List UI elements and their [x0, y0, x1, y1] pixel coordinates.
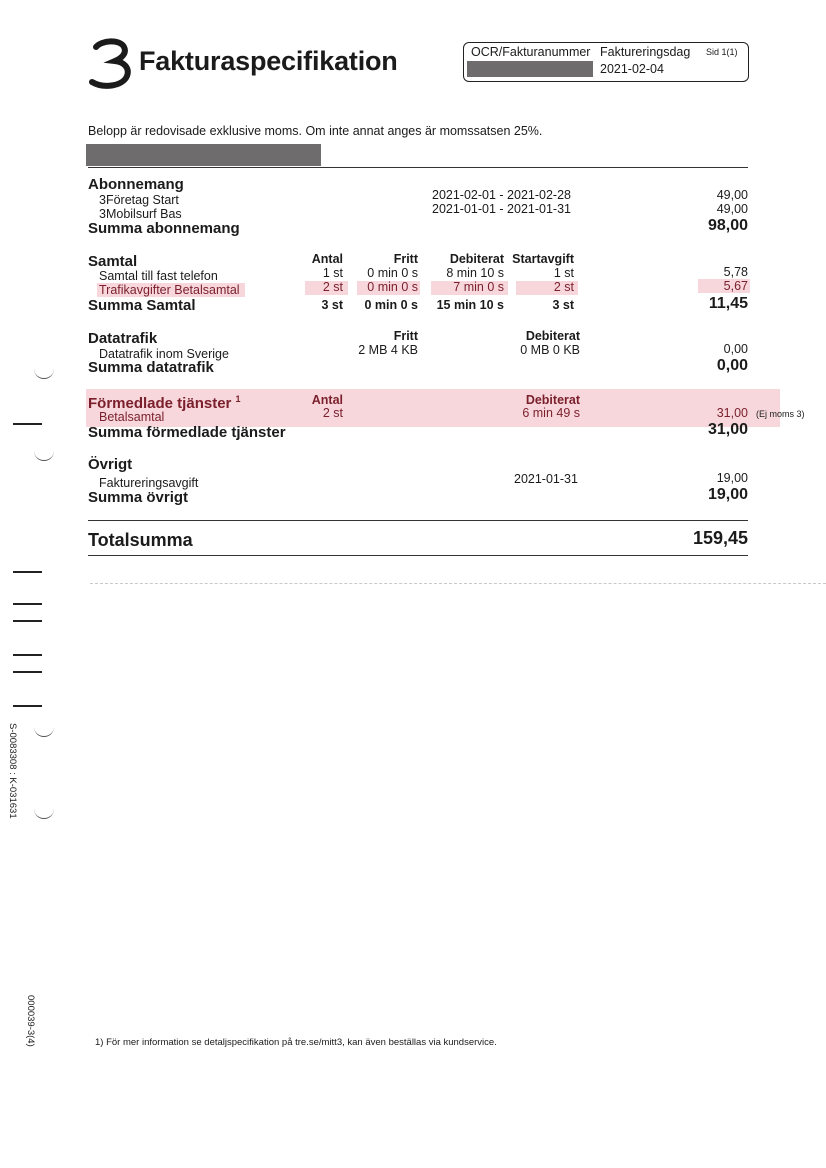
list-item-amount: 31,00: [716, 406, 748, 420]
list-item-antal: 2 st: [322, 280, 343, 294]
sum-fritt: 0 min 0 s: [364, 298, 418, 312]
binder-mark: [13, 654, 42, 656]
punch-hole-mark: [34, 450, 54, 461]
sum-label-formedlade: Summa förmedlade tjänster: [88, 424, 286, 441]
section-heading-abonnemang: Abonnemang: [88, 176, 184, 193]
list-item-debiterat: 0 MB 0 KB: [520, 343, 580, 357]
sum-value-ovrigt: 19,00: [707, 486, 748, 503]
binder-mark: [13, 603, 42, 605]
section-heading-formedlade: Förmedlade tjänster $^1$: [88, 394, 241, 412]
col-header-fritt: Fritt: [393, 329, 418, 343]
sum-label-datatrafik: Summa datatrafik: [88, 359, 214, 376]
list-item-name: 3Mobilsurf Bas: [99, 207, 182, 221]
binder-mark: [13, 620, 42, 622]
col-header-antal: Antal: [311, 393, 343, 407]
sum-value-formedlade: 31,00: [707, 421, 748, 438]
list-item-amount: 49,00: [716, 188, 748, 202]
section-heading-ovrigt: Övrigt: [88, 456, 133, 473]
col-header-debiterat: Debiterat: [525, 329, 580, 343]
invoice-date: 2021-02-04: [600, 62, 664, 76]
list-item-name: Trafikavgifter Betalsamtal: [99, 283, 240, 297]
list-item-amount: 19,00: [716, 471, 748, 485]
sum-label-ovrigt: Summa övrigt: [88, 489, 189, 506]
list-item-period: 2021-02-01 - 2021-02-28: [432, 188, 571, 202]
list-item-startavgift: 2 st: [553, 280, 574, 294]
list-item-name: Faktureringsavgift: [99, 476, 199, 490]
col-header-debiterat: Debiterat: [449, 252, 504, 266]
list-item-period: 2021-01-01 - 2021-01-31: [432, 202, 571, 216]
list-item-antal: 1 st: [322, 266, 343, 280]
list-item-name: Betalsamtal: [99, 410, 165, 424]
sum-startavgift: 3 st: [552, 298, 574, 312]
punch-hole-mark: [34, 808, 54, 819]
binder-mark: [13, 705, 42, 707]
binder-mark: [13, 671, 42, 673]
sum-debiterat: 15 min 10 s: [436, 298, 504, 312]
three-logo-icon: [86, 38, 134, 90]
list-item-debiterat: 6 min 49 s: [522, 406, 580, 420]
footnote-marker: 1: [235, 394, 241, 404]
col-header-fritt: Fritt: [393, 252, 418, 266]
sum-antal: 3 st: [321, 298, 343, 312]
punch-hole-mark: [34, 726, 54, 737]
footnote: 1) För mer information se detaljspecifikation på tre.se/mitt3, kan även beställas via kundservice.: [95, 1037, 497, 1048]
col-header-startavgift: Startavgift: [512, 252, 574, 266]
list-item-name: Datatrafik inom Sverige: [99, 347, 229, 361]
list-item-debiterat: 7 min 0 s: [453, 280, 504, 294]
margin-code: 000039-3(4): [25, 995, 36, 1047]
list-item-name: Samtal till fast telefon: [99, 269, 218, 283]
section-heading-datatrafik: Datatrafik: [88, 330, 158, 347]
list-item-fritt: 0 min 0 s: [367, 280, 418, 294]
list-item-amount: 0,00: [723, 342, 748, 356]
list-item-debiterat: 8 min 10 s: [446, 266, 504, 280]
page-title: Fakturaspecifikation: [139, 46, 398, 76]
ocr-label: OCR/Fakturanummer: [471, 45, 591, 59]
vat-exempt-note: (Ej moms 3): [756, 409, 805, 419]
divider: [88, 555, 748, 556]
vat-note: Belopp är redovisade exklusive moms. Om inte annat anges är momssatsen 25%.: [88, 124, 543, 138]
sum-value-samtal: 11,45: [708, 295, 748, 312]
sum-label-samtal: Summa Samtal: [88, 297, 196, 314]
redacted-customer-info: [86, 144, 321, 166]
divider: [88, 520, 748, 521]
sum-value-abonnemang: 98,00: [707, 217, 748, 234]
list-item-amount: 5,67: [723, 279, 748, 293]
page-label: Sid 1(1): [706, 47, 738, 57]
list-item-name: 3Företag Start: [99, 193, 179, 207]
margin-code: S-0083308 : K-031631: [7, 723, 18, 819]
redacted-ocr-number: [467, 61, 593, 77]
list-item-date: 2021-01-31: [514, 472, 578, 486]
col-header-antal: Antal: [311, 252, 343, 266]
punch-hole-mark: [34, 368, 54, 379]
list-item-startavgift: 1 st: [553, 266, 574, 280]
binder-mark: [13, 571, 42, 573]
divider: [88, 167, 748, 168]
list-item-fritt: 2 MB 4 KB: [358, 343, 418, 357]
list-item-amount: 5,78: [723, 265, 748, 279]
fold-line: [90, 583, 826, 584]
sum-value-datatrafik: 0,00: [716, 357, 748, 374]
sum-label-abonnemang: Summa abonnemang: [88, 220, 240, 237]
list-item-antal: 2 st: [322, 406, 343, 420]
total-value: 159,45: [692, 528, 748, 548]
section-heading-samtal: Samtal: [88, 253, 138, 270]
date-label: Faktureringsdag: [600, 45, 691, 59]
total-label: Totalsumma: [88, 530, 193, 550]
col-header-debiterat: Debiterat: [525, 393, 580, 407]
list-item-fritt: 0 min 0 s: [367, 266, 418, 280]
binder-mark: [13, 423, 42, 425]
list-item-amount: 49,00: [716, 202, 748, 216]
